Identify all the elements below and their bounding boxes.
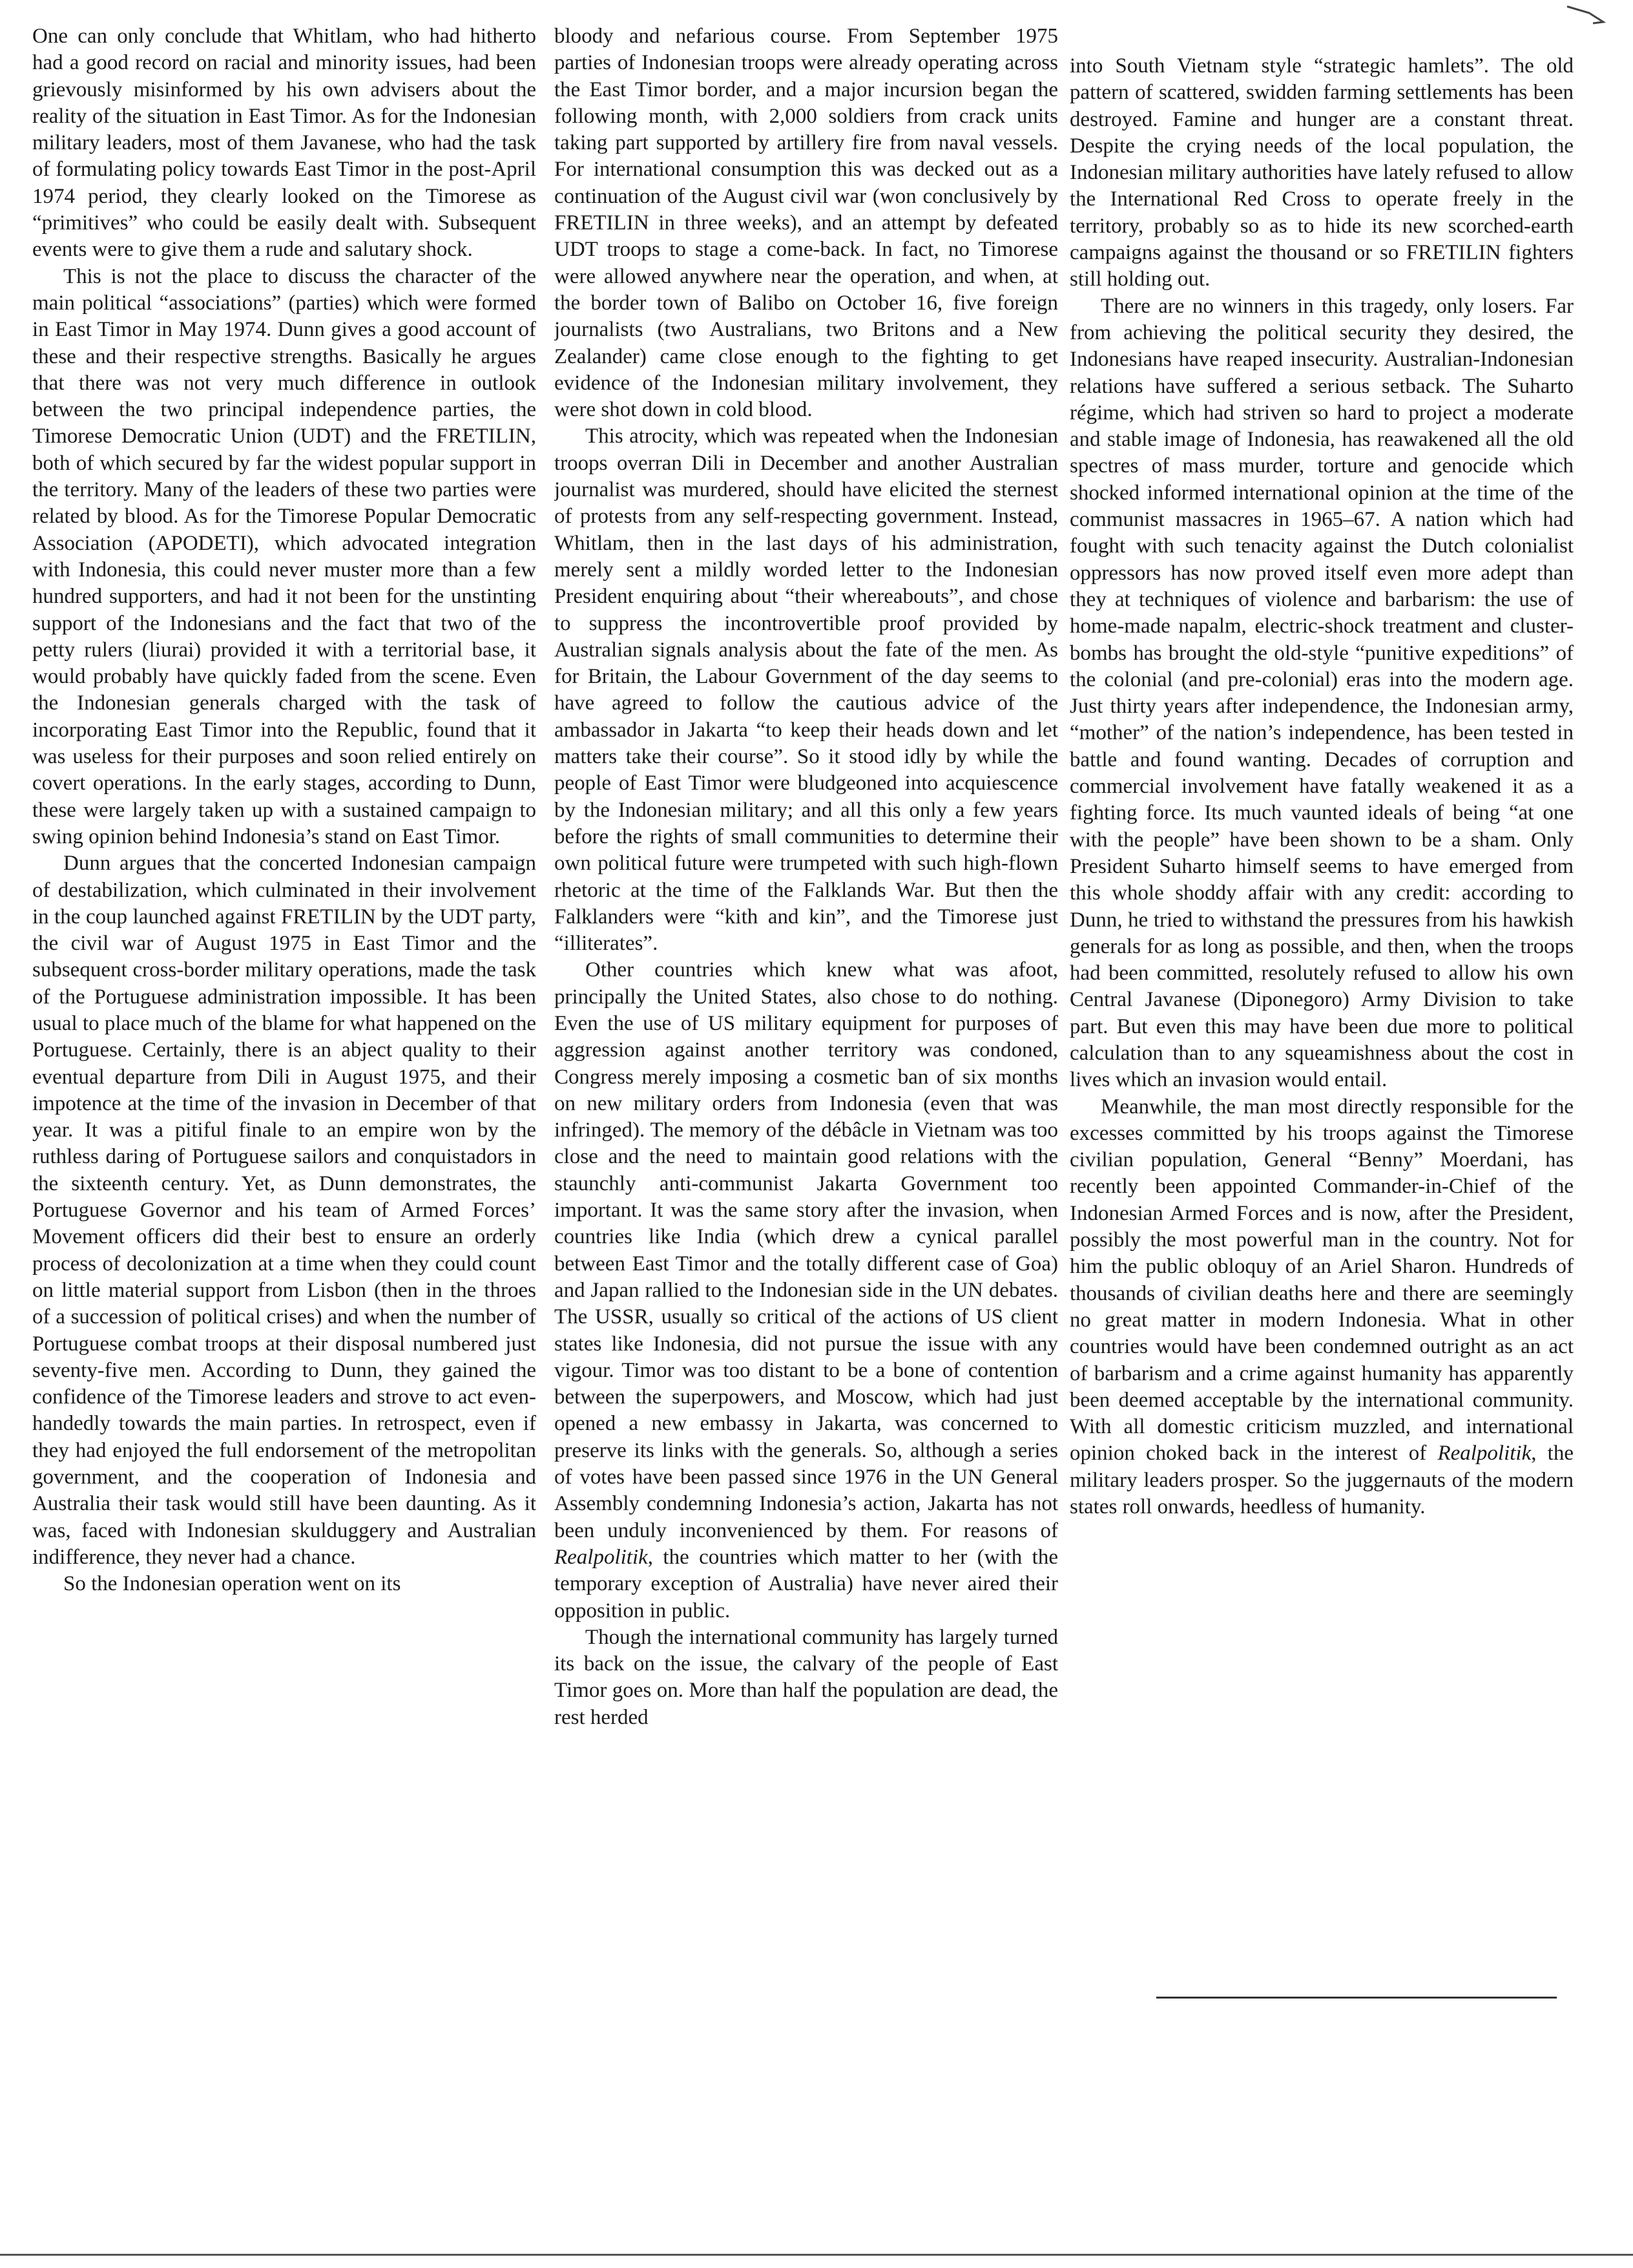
paragraph-text: , the countries which matter to her (with the temporary exception of Australia) have never aired their opposition in public. <box>554 1545 1058 1622</box>
italic-term: Realpolitik <box>1437 1442 1532 1465</box>
text-column-3 <box>1070 53 1574 2224</box>
paragraph: Dunn argues that the concerted Indonesian campaign of destabilization, which culminated in their involvement in the coup launched against FRETILIN by the UDT party, the civil war of August 1975 in East Timor and the subsequent cross-border military operations, made the task of the Portuguese administration impossible. It has been usual to place much of the blame for what happened on the Portuguese. Certainly, there is an abject quality to their eventual departure from Dili in August 1975, and their impotence at the time of the invasion in December of that year. It was a pitiful finale to an empire won by the ruthless daring of Portuguese sailors and conquistadors in the sixteenth century. Yet, as Dunn demonstrates, the Portuguese Governor and his team of Armed Forces’ Movement officers did their best to ensure an orderly process of decolonization at a time when they could count on little material support from Lisbon (then in the throes of a succession of political crises) and when the number of Portuguese combat troops at their disposal numbered just seventy-five men. According to Dunn, they gained the confidence of the Timorese leaders and strove to act even-handedly towards the main parties. In retrospect, even if they had enjoyed the full endorsement of the metropolitan government, and the cooperation of Indonesia and Australia their task would still have been daunting. As it was, faced with Indonesian skulduggery and Australian indifference, they never had a chance. <box>32 852 536 1569</box>
paragraph: This atrocity, which was repeated when the Indonesian troops overran Dili in December and another Australian journalist was murdered, should have elicited the sternest of protests from any self-respecting government. Instead, Whitlam, then in the last days of his administration, merely sent a mildly worded letter to the Indonesian President enquiring about “their whereabouts”, and chose to suppress the incontrovertible proof provided by Australian signals analysis about the fate of the men. As for Britain, the Labour Government of the day seems to have agreed to follow the cautious advice of the ambassador in Jakarta “to keep their heads down and let matters take their course”. So it stood idly by while the people of East Timor were bludgeoned into acquiescence by the Indonesian military; and all this only a few years before the rights of small communities to determine their own political future were trumpeted with such high-flown rhetoric at the time of the Falklands War. But then the Falklanders were “kith and kin”, and the Timorese just “illiterates”. <box>554 425 1058 956</box>
paragraph: bloody and nefarious course. From September 1975 parties of Indonesian troops were already operating across the East Timor border, and a major incursion began the following month, with 2,000 soldiers from crack units taking part supported by artillery fire from naval vessels. For international consumption this was decked out as a continuation of the August civil war (won conclusively by FRETILIN in three weeks), and an attempt by defeated UDT troops to stage a come-back. In fact, no Timorese were allowed anywhere near the operation, and when, at the border town of Balibo on October 16, five foreign journalists (two Australians, two Britons and a New Zealander) came close enough to the fighting to get evidence of the Indonesian military involvement, they were shot down in cold blood. <box>554 25 1058 422</box>
article-end-rule <box>1156 1997 1557 1999</box>
italic-term: Realpolitik <box>554 1545 648 1569</box>
paragraph: So the Indonesian operation went on its <box>63 1572 401 1596</box>
paragraph-text: Meanwhile, the man most directly responsible for the excesses committed by his troops against the Timorese civilian population, General “Benny” Moerdani, has recently been appointed Commander-in-Chief of the Indonesian Armed Forces and is now, after the President, possibly the most powerful man in the country. Not for him the public obloquy of an Ariel Sharon. Hundreds of thousands of civilian deaths here and there are seemingly no great matter in modern Indonesia. What in other countries would have been condemned outright as an act of barbarism and a crime against humanity has apparently been deemed acceptable by the international community. With all domestic criticism muzzled, and international opinion choked back in the interest of <box>1070 1095 1574 1465</box>
corner-mark <box>1563 3 1608 28</box>
paragraph-text: Other countries which knew what was afoot, principally the United States, also chose to do nothing. Even the use of US military equipment for purposes of aggression against another territory was condoned, Congress merely imposing a cosmetic ban of six months on new military orders from Indonesia (even that was infringed). The memory of the débâcle in Vietnam was too close and the need to maintain good relations with the staunchly anti-communist Jakarta Government too important. It was the same story after the invasion, when countries like India (which drew a cynical parallel between East Timor and the totally different case of Goa) and Japan rallied to the Indonesian side in the UN debates. The USSR, usually so critical of the actions of US client states like Indonesia, did not pursue the issue with any vigour. Timor was too distant to be a bone of contention between the superpowers, and Moscow, which had just opened a new embassy in Jakarta, was concerned to preserve its links with the generals. So, although a series of votes have been passed since 1976 in the UN General Assembly condemning Indonesia’s action, Jakarta has not been unduly inconvenienced by them. For reasons of <box>554 958 1058 1542</box>
paragraph: There are no winners in this tragedy, only losers. Far from achieving the political security they desired, the Indonesians have reaped insecurity. Australian-Indonesian relations have suffered a serious setback. The Suharto régime, which had striven so hard to project a moderate and stable image of Indonesia, has reawakened all the old spectres of mass murder, torture and genocide which shocked informed international opinion at the time of the communist massacres in 1965–67. A nation which had fought with such tenacity against the Dutch colonialist oppressors has now proved itself even more adept than they at techniques of violence and barbarism: the use of home-made napalm, electric-shock treatment and cluster-bombs has brought the old-style “punitive expeditions” of the colonial (and pre-colonial) eras into the modern age. Just thirty years after independence, the Indonesian army, “mother” of the nation’s independence, has been tested in battle and found wanting. Decades of corruption and commercial involvement have fatally weakened it as a fighting force. Its much vaunted ideals of being “at one with the people” have been shown to be a sham. Only President Suharto himself seems to have emerged from this whole shoddy affair with any credit: according to Dunn, he tried to withstand the pressures from his hawkish generals for as long as possible, and then, when the troops had been committed, resolutely refused to allow his own Central Javanese (Diponegoro) Army Division to take part. But even this may have been due more to political calculation than to any squeamishness about the cost in lives which an invasion would entail. <box>1070 294 1574 1092</box>
paragraph <box>554 957 1058 1624</box>
page-bottom-rule <box>0 2254 1633 2256</box>
paragraph: into South Vietnam style “strategic hamlets”. The old pattern of scattered, swidden farming settlements has been destroyed. Famine and hunger are a constant threat. Despite the crying needs of the local population, the Indonesian military authorities have lately refused to allow the International Red Cross to operate freely in the territory, probably so as to hide its new scorched-earth campaigns against the thousand or so FRETILIN fighters still holding out. <box>1070 54 1574 291</box>
paragraph: One can only conclude that Whitlam, who had hitherto had a good record on racial and minority issues, had been grievously misinformed by his own advisers about the reality of the situation in East Timor. As for the Indonesian military leaders, most of them Javanese, who had the task of formulating policy towards East Timor in the post-April 1974 period, they clearly looked on the Timorese as “primitives” who could be easily dealt with. Subsequent events were to give them a rude and salutary shock. <box>32 25 536 262</box>
text-column-1 <box>32 23 536 2194</box>
paragraph: Though the international community has largely turned its back on the issue, the calvary of the people of East Timor goes on. More than half the population are dead, the rest herded <box>554 1625 1058 1729</box>
text-column-2 <box>554 23 1058 2194</box>
paragraph: This is not the place to discuss the character of the main political “associations” (parties) which were formed in East Timor in May 1974. Dunn gives a good account of these and their respective strengths. Basically he argues that there was not very much difference in outlook between the two principal independence parties, the Timorese Democratic Union (UDT) and the FRETILIN, both of which secured by far the widest popular support in the territory. Many of the leaders of these two parties were related by blood. As for the Timorese Popular Democratic Association (APODETI), which advocated integration with Indonesia, this could never muster more than a few hundred supporters, and had it not been for the unstinting support of the Indonesians and the fact that two of the petty rulers (liurai) provided it with a territorial base, it would probably have quickly faded from the scene. Even the Indonesian generals charged with the task of incorporating East Timor into the Republic, found that it was useless for their purposes and soon relied entirely on covert operations. In the early stages, according to Dunn, these were largely taken up with a sustained campaign to swing opinion behind Indonesia’s stand on East Timor. <box>32 264 536 848</box>
paragraph <box>1070 1094 1574 1521</box>
paragraph-text: , the military leaders prosper. So the juggernauts of the modern states roll onwards, heedless of humanity. <box>1070 1442 1574 1519</box>
